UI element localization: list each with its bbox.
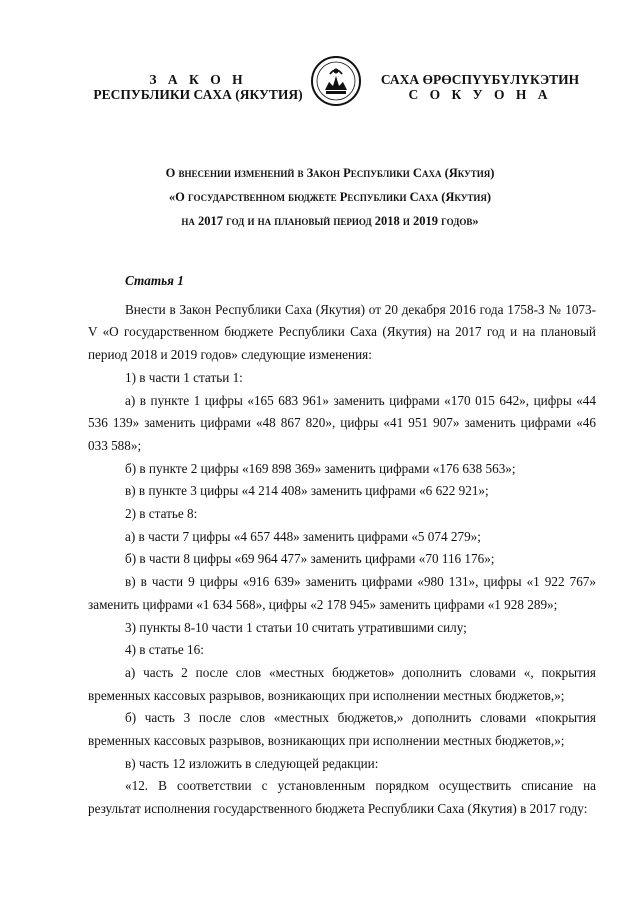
paragraph: в) в пункте 3 цифры «4 214 408» заменить цифрами «6 622 921»; <box>125 483 489 499</box>
title-line-3: на 2017 год и на плановый период 2018 и 2019 годов» <box>181 214 479 228</box>
paragraph: 1) в части 1 статьи 1: <box>125 369 243 385</box>
paragraph: в) часть 12 изложить в следующей редакции: <box>125 755 379 771</box>
law-label-ru: З А К О Н <box>149 72 247 87</box>
paragraph: б) в пункте 2 цифры «169 898 369» заменить цифрами «176 638 563»; <box>125 460 516 476</box>
republic-name-ru: РЕСПУБЛИКИ САХА (ЯКУТИЯ) <box>93 87 303 102</box>
document-title <box>60 161 600 233</box>
paragraph: 2) в статье 8: <box>125 506 198 522</box>
paragraph: а) в части 7 цифры «4 657 448» заменить цифрами «5 074 279»; <box>125 528 481 544</box>
paragraph: в) в части 9 цифры «916 639» заменить цифрами «980 131», цифры «1 922 767» заменить цифрами «1 634 568», цифры «2 178 945» заменить цифрами «1 928 289»; <box>88 574 596 612</box>
law-label-sakha: С О К У О Н А <box>408 87 552 102</box>
paragraph: Внести в Закон Республики Саха (Якутия) от 20 декабря 2016 года 1758-З № 1073-V «О государственном бюджете Республики Саха (Якутия) на 2017 год и на плановый период 2018 и 2019 годов» следующие изменения: <box>88 301 596 363</box>
paragraph: 3) пункты 8-10 части 1 статьи 10 считать утратившими силу; <box>125 619 467 635</box>
republic-seal-icon <box>311 56 361 106</box>
paragraph: а) часть 2 после слов «местных бюджетов» дополнить словами «, покрытия временных кассовых разрывов, возникающих при исполнении местных бюджетов,»; <box>88 664 596 703</box>
paragraph: б) часть 3 после слов «местных бюджетов,» дополнить словами «покрытия временных кассовых разрывов, возникающих при исполнении местных бюджетов,»; <box>88 710 596 749</box>
header-left <box>84 72 312 102</box>
article-heading: Статья 1 <box>125 273 184 288</box>
paragraph: «12. В соответствии с установленным порядком осуществить списание на результат исполнения государственного бюджета Республики Саха (Якутия) в 2017 году: <box>88 778 596 817</box>
paragraph: 4) в статье 16: <box>125 642 204 658</box>
document-body <box>88 270 596 821</box>
paragraph: а) в пункте 1 цифры «165 683 961» заменить цифрами «170 015 642», цифры «44 536 139» заменить цифрами «48 867 820», цифры «41 951 907» заменить цифрами «46 033 588»; <box>88 392 596 453</box>
title-line-2: «О государственном бюджете Республики Саха (Якутия) <box>168 190 492 204</box>
title-line-1: О внесении изменений в Закон Республики Саха (Якутия) <box>165 166 495 180</box>
header-right <box>370 72 590 102</box>
paragraph: б) в части 8 цифры «69 964 477» заменить цифрами «70 116 176»; <box>125 551 495 567</box>
republic-name-sakha: САХА ӨРӨСПҮҮБҮЛҮКЭТИН <box>380 72 580 87</box>
